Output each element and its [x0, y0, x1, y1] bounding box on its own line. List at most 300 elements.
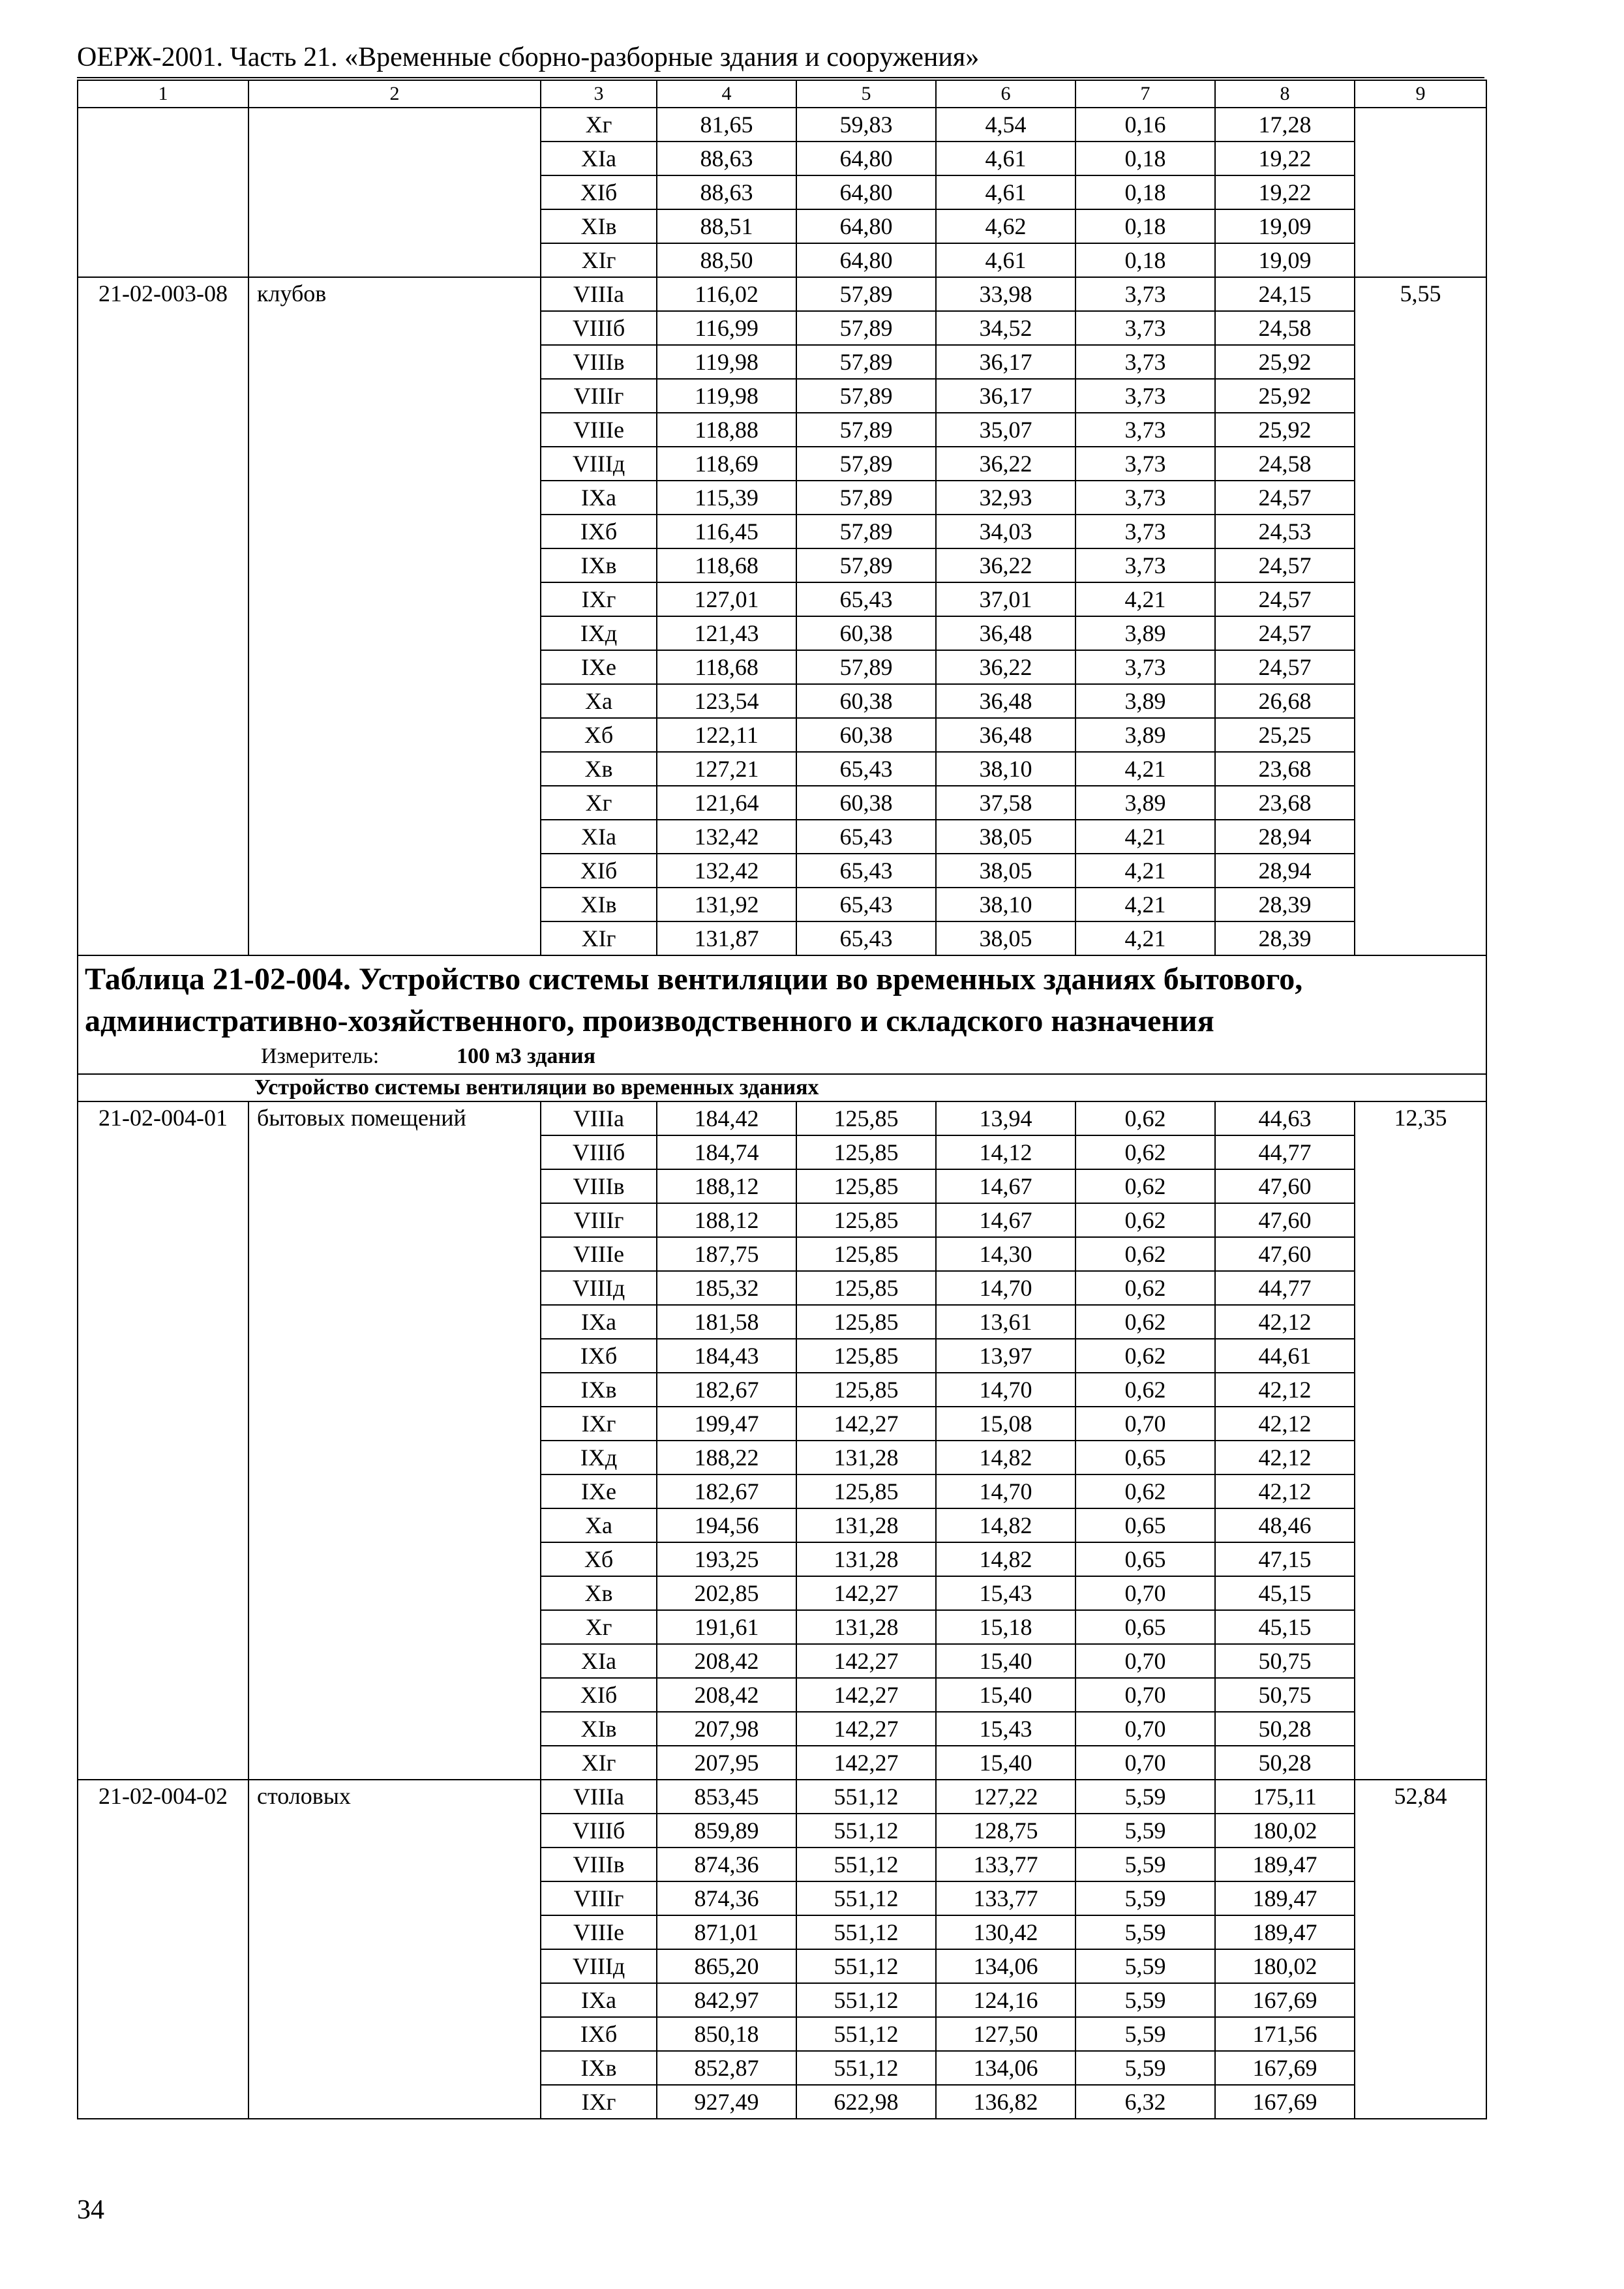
value-cell: 194,56 [657, 1508, 796, 1542]
value-cell: 0,62 [1075, 1339, 1215, 1373]
value-cell: 36,22 [936, 447, 1075, 481]
zone-cell: VIIIб [541, 1814, 657, 1848]
value-cell: 37,58 [936, 786, 1075, 820]
value-cell: 551,12 [796, 1949, 936, 1983]
value-cell: 23,68 [1215, 752, 1355, 786]
value-cell: 131,92 [657, 888, 796, 921]
value-cell: 0,70 [1075, 1712, 1215, 1746]
subsection-row [78, 1074, 1486, 1101]
zone-cell: VIIIд [541, 1949, 657, 1983]
value-cell: 182,67 [657, 1373, 796, 1407]
price-table [77, 80, 1487, 2119]
value-cell: 45,15 [1215, 1576, 1355, 1610]
zone-cell: Хв [541, 1576, 657, 1610]
value-cell: 3,73 [1075, 548, 1215, 582]
value-cell: 24,57 [1215, 650, 1355, 684]
item-code: 21-02-004-02 [78, 1780, 248, 2119]
zone-cell: IХг [541, 1407, 657, 1441]
value-cell: 6,32 [1075, 2085, 1215, 2119]
value-cell: 927,49 [657, 2085, 796, 2119]
value-cell: 133,77 [936, 1881, 1075, 1915]
value-cell: 125,85 [796, 1237, 936, 1271]
value-cell: 24,58 [1215, 447, 1355, 481]
value-cell: 15,40 [936, 1644, 1075, 1678]
value-cell: 15,43 [936, 1712, 1075, 1746]
value-cell: 59,83 [796, 108, 936, 142]
zone-cell: Ха [541, 684, 657, 718]
value-cell: 119,98 [657, 379, 796, 413]
zone-cell: ХIг [541, 243, 657, 277]
value-cell: 15,40 [936, 1678, 1075, 1712]
value-cell: 185,32 [657, 1271, 796, 1305]
value-cell: 42,12 [1215, 1441, 1355, 1474]
value-cell: 125,85 [796, 1474, 936, 1508]
value-cell: 50,75 [1215, 1678, 1355, 1712]
value-cell: 19,09 [1215, 243, 1355, 277]
value-cell: 208,42 [657, 1678, 796, 1712]
value-cell: 44,77 [1215, 1135, 1355, 1169]
zone-cell: IХг [541, 582, 657, 616]
value-cell: 36,22 [936, 650, 1075, 684]
value-cell: 142,27 [796, 1746, 936, 1780]
value-cell: 175,11 [1215, 1780, 1355, 1814]
value-cell: 13,94 [936, 1101, 1075, 1135]
value-cell: 50,28 [1215, 1746, 1355, 1780]
value-cell: 171,56 [1215, 2017, 1355, 2051]
value-cell: 131,28 [796, 1610, 936, 1644]
value-cell: 622,98 [796, 2085, 936, 2119]
value-cell: 128,75 [936, 1814, 1075, 1848]
value-cell: 45,15 [1215, 1610, 1355, 1644]
value-cell: 36,48 [936, 684, 1075, 718]
meter-line [85, 1042, 1479, 1073]
value-cell: 17,28 [1215, 108, 1355, 142]
value-cell: 0,62 [1075, 1474, 1215, 1508]
zone-cell: IХд [541, 616, 657, 650]
value-cell: 28,94 [1215, 854, 1355, 888]
value-cell: 0,18 [1075, 243, 1215, 277]
value-cell: 47,60 [1215, 1203, 1355, 1237]
value-cell: 38,05 [936, 854, 1075, 888]
value-cell: 184,74 [657, 1135, 796, 1169]
value-cell: 3,73 [1075, 481, 1215, 515]
value-cell: 859,89 [657, 1814, 796, 1848]
value-cell: 191,61 [657, 1610, 796, 1644]
table-title-row [78, 955, 1486, 1074]
value-cell: 131,87 [657, 921, 796, 955]
meter-label: Измеритель: [261, 1044, 380, 1068]
zone-cell: VIIIв [541, 1169, 657, 1203]
table-row [78, 108, 1486, 142]
value-cell: 125,85 [796, 1373, 936, 1407]
value-cell: 0,62 [1075, 1305, 1215, 1339]
value-cell: 14,70 [936, 1474, 1075, 1508]
value-cell: 42,12 [1215, 1407, 1355, 1441]
value-cell: 551,12 [796, 1881, 936, 1915]
zone-cell: ХIа [541, 142, 657, 175]
table-row [78, 277, 1486, 311]
zone-cell: ХIв [541, 888, 657, 921]
value-cell: 5,59 [1075, 1983, 1215, 2017]
zone-cell: VIIIд [541, 447, 657, 481]
value-cell: 131,28 [796, 1441, 936, 1474]
value-cell: 65,43 [796, 820, 936, 854]
value-cell: 0,70 [1075, 1678, 1215, 1712]
zone-cell: ХIв [541, 1712, 657, 1746]
value-cell: 142,27 [796, 1644, 936, 1678]
value-cell: 131,28 [796, 1542, 936, 1576]
value-cell: 44,61 [1215, 1339, 1355, 1373]
value-cell: 4,21 [1075, 820, 1215, 854]
value-cell: 57,89 [796, 345, 936, 379]
value-cell: 130,42 [936, 1915, 1075, 1949]
value-cell: 4,54 [936, 108, 1075, 142]
zone-cell: ХIб [541, 1678, 657, 1712]
zone-cell: VIIIг [541, 1203, 657, 1237]
value-cell: 551,12 [796, 1983, 936, 2017]
value-cell: 36,48 [936, 718, 1075, 752]
value-cell: 48,46 [1215, 1508, 1355, 1542]
value-cell: 874,36 [657, 1848, 796, 1881]
zone-cell: ХIг [541, 921, 657, 955]
value-cell: 50,28 [1215, 1712, 1355, 1746]
value-cell: 81,65 [657, 108, 796, 142]
column-number: 1 [78, 80, 248, 108]
value-cell: 4,61 [936, 175, 1075, 209]
value-cell: 551,12 [796, 2051, 936, 2085]
value-cell: 13,61 [936, 1305, 1075, 1339]
meter-value: 100 м3 здания [457, 1044, 595, 1068]
zone-cell: Хг [541, 1610, 657, 1644]
value-cell: 3,89 [1075, 786, 1215, 820]
zone-cell: IХв [541, 2051, 657, 2085]
value-cell: 50,75 [1215, 1644, 1355, 1678]
value-cell: 125,85 [796, 1169, 936, 1203]
value-cell: 865,20 [657, 1949, 796, 1983]
value-cell: 116,45 [657, 515, 796, 548]
subsection-title: Устройство системы вентиляции во временных зданиях [78, 1074, 1486, 1101]
value-cell: 24,15 [1215, 277, 1355, 311]
value-cell: 116,99 [657, 311, 796, 345]
zone-cell: VIIIе [541, 1915, 657, 1949]
zone-cell: ХIа [541, 820, 657, 854]
value-cell: 5,59 [1075, 2051, 1215, 2085]
value-cell: 57,89 [796, 413, 936, 447]
column-number: 9 [1355, 80, 1486, 108]
value-cell: 188,12 [657, 1203, 796, 1237]
value-cell: 14,67 [936, 1203, 1075, 1237]
value-cell: 47,60 [1215, 1169, 1355, 1203]
value-cell: 4,21 [1075, 752, 1215, 786]
value-cell: 0,70 [1075, 1576, 1215, 1610]
zone-cell: VIIIг [541, 1881, 657, 1915]
value-cell: 3,73 [1075, 413, 1215, 447]
value-cell: 65,43 [796, 752, 936, 786]
page-number: 34 [77, 2195, 104, 2225]
value-cell: 0,62 [1075, 1373, 1215, 1407]
value-cell: 0,62 [1075, 1271, 1215, 1305]
value-cell: 551,12 [796, 1915, 936, 1949]
value-cell: 121,43 [657, 616, 796, 650]
value-cell: 60,38 [796, 684, 936, 718]
value-cell: 33,98 [936, 277, 1075, 311]
value-cell: 0,62 [1075, 1237, 1215, 1271]
zone-cell: ХIг [541, 1746, 657, 1780]
value-cell: 42,12 [1215, 1373, 1355, 1407]
item-name [248, 108, 541, 277]
value-cell: 193,25 [657, 1542, 796, 1576]
value-cell: 207,98 [657, 1712, 796, 1746]
value-cell: 26,68 [1215, 684, 1355, 718]
zone-cell: IХв [541, 548, 657, 582]
value-cell: 14,82 [936, 1542, 1075, 1576]
value-cell: 4,62 [936, 209, 1075, 243]
zone-cell: IХа [541, 1305, 657, 1339]
table-title: Таблица 21-02-004. Устройство системы вентиляции во временных зданиях бытового, административно-хозяйственного, производственного и складского назначения [85, 962, 1303, 1038]
value-cell: 42,12 [1215, 1305, 1355, 1339]
value-cell: 34,03 [936, 515, 1075, 548]
value-cell: 136,82 [936, 2085, 1075, 2119]
zone-cell: IХа [541, 481, 657, 515]
zone-cell: Ха [541, 1508, 657, 1542]
value-cell: 5,59 [1075, 1780, 1215, 1814]
value-cell: 142,27 [796, 1678, 936, 1712]
value-cell: 551,12 [796, 1848, 936, 1881]
value-cell: 119,98 [657, 345, 796, 379]
column-number: 4 [657, 80, 796, 108]
value-cell: 13,97 [936, 1339, 1075, 1373]
header-rule [77, 77, 1484, 78]
value-cell: 0,16 [1075, 108, 1215, 142]
value-cell: 180,02 [1215, 1949, 1355, 1983]
value-cell: 14,82 [936, 1508, 1075, 1542]
value-cell: 871,01 [657, 1915, 796, 1949]
value-cell: 551,12 [796, 1814, 936, 1848]
column-number: 2 [248, 80, 541, 108]
item-code [78, 108, 248, 277]
value-cell: 202,85 [657, 1576, 796, 1610]
value-cell: 65,43 [796, 582, 936, 616]
value-cell: 60,38 [796, 718, 936, 752]
value-cell: 0,65 [1075, 1508, 1215, 1542]
value-cell: 0,65 [1075, 1610, 1215, 1644]
page-header: ОЕРЖ-2001. Часть 21. «Временные сборно-разборные здания и сооружения» [77, 42, 980, 72]
value-cell: 3,89 [1075, 718, 1215, 752]
value-cell: 180,02 [1215, 1814, 1355, 1848]
value-cell: 0,18 [1075, 142, 1215, 175]
value-cell: 0,65 [1075, 1441, 1215, 1474]
value-cell: 14,70 [936, 1373, 1075, 1407]
value-cell: 64,80 [796, 243, 936, 277]
item-code: 21-02-003-08 [78, 277, 248, 955]
value-cell: 24,57 [1215, 582, 1355, 616]
value-cell: 36,48 [936, 616, 1075, 650]
value-cell: 57,89 [796, 379, 936, 413]
value-cell: 142,27 [796, 1712, 936, 1746]
value-cell: 4,21 [1075, 921, 1215, 955]
value-cell: 3,73 [1075, 277, 1215, 311]
value-cell: 24,58 [1215, 311, 1355, 345]
value-cell: 5,59 [1075, 1949, 1215, 1983]
zone-cell: IХг [541, 2085, 657, 2119]
value-cell: 125,85 [796, 1305, 936, 1339]
value-cell: 3,73 [1075, 345, 1215, 379]
value-cell: 127,21 [657, 752, 796, 786]
value-cell: 3,73 [1075, 515, 1215, 548]
value-cell: 57,89 [796, 277, 936, 311]
value-cell: 14,30 [936, 1237, 1075, 1271]
value-cell: 842,97 [657, 1983, 796, 2017]
value-cell: 125,85 [796, 1203, 936, 1237]
value-cell: 184,42 [657, 1101, 796, 1135]
value-cell: 125,85 [796, 1339, 936, 1373]
value-cell: 15,40 [936, 1746, 1075, 1780]
zone-cell: VIIIа [541, 277, 657, 311]
value-cell: 116,02 [657, 277, 796, 311]
value-cell: 25,92 [1215, 413, 1355, 447]
value-cell: 5,59 [1075, 2017, 1215, 2051]
coefficient-cell: 52,84 [1355, 1780, 1486, 2119]
zone-cell: VIIIв [541, 1848, 657, 1881]
table-title-cell [78, 955, 1486, 1074]
value-cell: 874,36 [657, 1881, 796, 1915]
value-cell: 0,62 [1075, 1203, 1215, 1237]
zone-cell: Хв [541, 752, 657, 786]
value-cell: 134,06 [936, 2051, 1075, 2085]
zone-cell: IХе [541, 650, 657, 684]
value-cell: 551,12 [796, 1780, 936, 1814]
value-cell: 124,16 [936, 1983, 1075, 2017]
zone-cell: IХд [541, 1441, 657, 1474]
value-cell: 0,62 [1075, 1169, 1215, 1203]
coefficient-cell [1355, 108, 1486, 277]
value-cell: 181,58 [657, 1305, 796, 1339]
zone-cell: VIIIб [541, 1135, 657, 1169]
value-cell: 88,63 [657, 175, 796, 209]
value-cell: 57,89 [796, 515, 936, 548]
value-cell: 189,47 [1215, 1915, 1355, 1949]
item-code: 21-02-004-01 [78, 1101, 248, 1780]
value-cell: 0,70 [1075, 1746, 1215, 1780]
coefficient-cell: 5,55 [1355, 277, 1486, 955]
value-cell: 37,01 [936, 582, 1075, 616]
value-cell: 60,38 [796, 786, 936, 820]
value-cell: 132,42 [657, 854, 796, 888]
zone-cell: VIIIе [541, 1237, 657, 1271]
zone-cell: IХб [541, 1339, 657, 1373]
value-cell: 0,62 [1075, 1101, 1215, 1135]
value-cell: 4,21 [1075, 888, 1215, 921]
value-cell: 14,70 [936, 1271, 1075, 1305]
value-cell: 44,77 [1215, 1271, 1355, 1305]
value-cell: 142,27 [796, 1576, 936, 1610]
value-cell: 36,22 [936, 548, 1075, 582]
value-cell: 188,22 [657, 1441, 796, 1474]
value-cell: 65,43 [796, 888, 936, 921]
value-cell: 199,47 [657, 1407, 796, 1441]
value-cell: 0,18 [1075, 175, 1215, 209]
value-cell: 65,43 [796, 854, 936, 888]
column-number-row [78, 80, 1486, 108]
value-cell: 127,01 [657, 582, 796, 616]
zone-cell: ХIб [541, 854, 657, 888]
value-cell: 184,43 [657, 1339, 796, 1373]
value-cell: 4,61 [936, 142, 1075, 175]
value-cell: 24,57 [1215, 616, 1355, 650]
value-cell: 125,85 [796, 1271, 936, 1305]
value-cell: 42,12 [1215, 1474, 1355, 1508]
value-cell: 25,92 [1215, 379, 1355, 413]
value-cell: 125,85 [796, 1135, 936, 1169]
table-row [78, 1101, 1486, 1135]
value-cell: 127,22 [936, 1780, 1075, 1814]
item-name: клубов [248, 277, 541, 955]
value-cell: 0,62 [1075, 1135, 1215, 1169]
value-cell: 60,38 [796, 616, 936, 650]
value-cell: 34,52 [936, 311, 1075, 345]
value-cell: 189,47 [1215, 1848, 1355, 1881]
value-cell: 64,80 [796, 175, 936, 209]
zone-cell: VIIIа [541, 1101, 657, 1135]
value-cell: 187,75 [657, 1237, 796, 1271]
value-cell: 64,80 [796, 142, 936, 175]
value-cell: 38,05 [936, 921, 1075, 955]
value-cell: 0,18 [1075, 209, 1215, 243]
column-number: 8 [1215, 80, 1355, 108]
value-cell: 28,39 [1215, 888, 1355, 921]
zone-cell: Хг [541, 108, 657, 142]
value-cell: 0,70 [1075, 1407, 1215, 1441]
value-cell: 14,82 [936, 1441, 1075, 1474]
column-number: 6 [936, 80, 1075, 108]
value-cell: 64,80 [796, 209, 936, 243]
value-cell: 38,05 [936, 820, 1075, 854]
value-cell: 142,27 [796, 1407, 936, 1441]
zone-cell: IХб [541, 2017, 657, 2051]
column-number: 7 [1075, 80, 1215, 108]
value-cell: 115,39 [657, 481, 796, 515]
value-cell: 118,88 [657, 413, 796, 447]
value-cell: 850,18 [657, 2017, 796, 2051]
value-cell: 25,25 [1215, 718, 1355, 752]
value-cell: 24,57 [1215, 548, 1355, 582]
value-cell: 25,92 [1215, 345, 1355, 379]
zone-cell: VIIIа [541, 1780, 657, 1814]
value-cell: 132,42 [657, 820, 796, 854]
value-cell: 57,89 [796, 650, 936, 684]
value-cell: 123,54 [657, 684, 796, 718]
value-cell: 28,94 [1215, 820, 1355, 854]
value-cell: 118,69 [657, 447, 796, 481]
value-cell: 38,10 [936, 888, 1075, 921]
value-cell: 133,77 [936, 1848, 1075, 1881]
value-cell: 15,43 [936, 1576, 1075, 1610]
value-cell: 65,43 [796, 921, 936, 955]
value-cell: 852,87 [657, 2051, 796, 2085]
value-cell: 3,73 [1075, 447, 1215, 481]
value-cell: 167,69 [1215, 1983, 1355, 2017]
column-number: 3 [541, 80, 657, 108]
value-cell: 88,63 [657, 142, 796, 175]
zone-cell: IХа [541, 1983, 657, 2017]
value-cell: 208,42 [657, 1644, 796, 1678]
value-cell: 3,89 [1075, 616, 1215, 650]
value-cell: 14,12 [936, 1135, 1075, 1169]
item-name: бытовых помещений [248, 1101, 541, 1780]
zone-cell: Хб [541, 1542, 657, 1576]
value-cell: 47,15 [1215, 1542, 1355, 1576]
value-cell: 189,47 [1215, 1881, 1355, 1915]
